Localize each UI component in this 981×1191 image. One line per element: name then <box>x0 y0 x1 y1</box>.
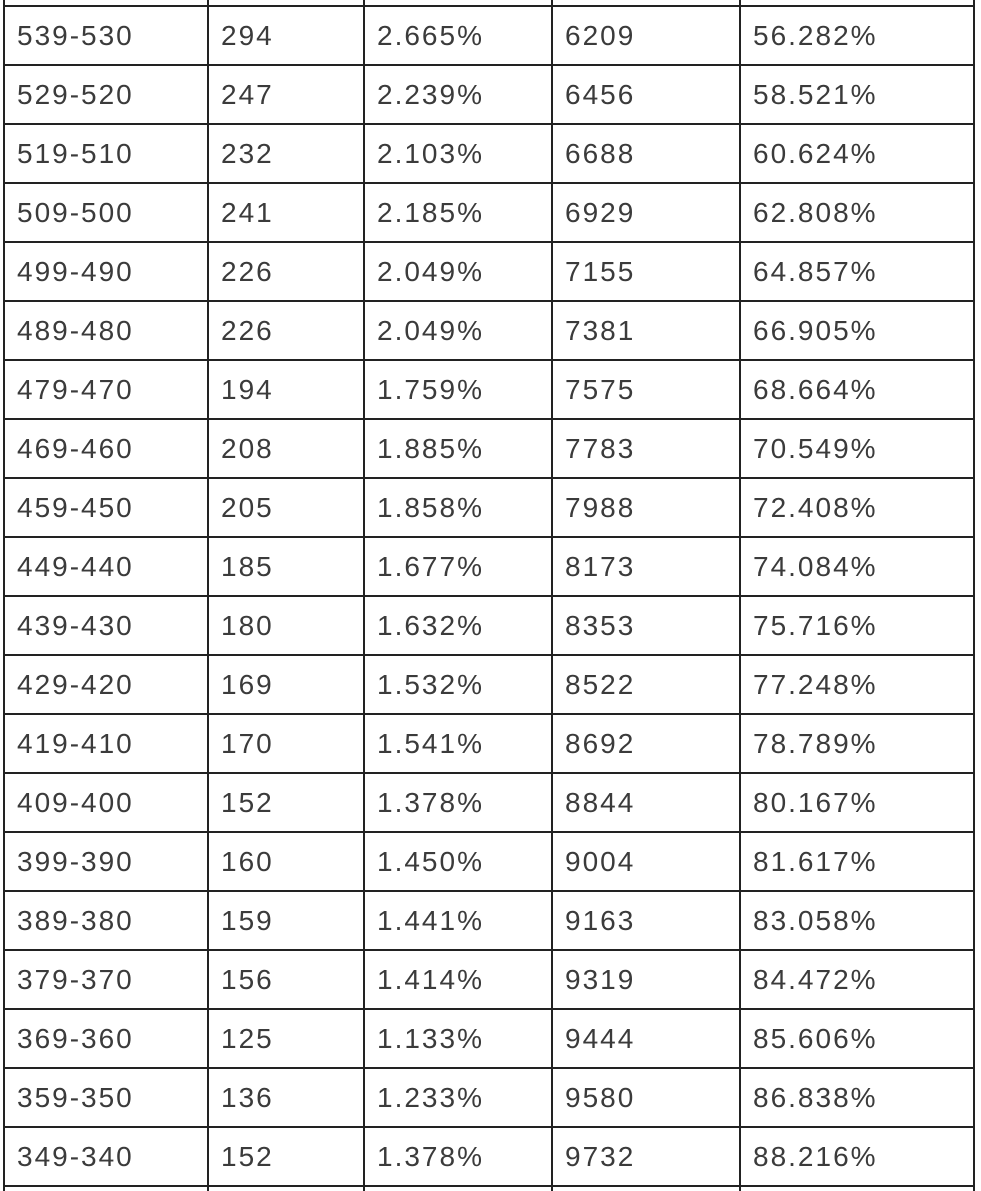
count-cell: 152 <box>208 773 364 832</box>
score-range-cell: 409-400 <box>4 773 208 832</box>
count-cell: 247 <box>208 65 364 124</box>
cumulative-percent-cell: 81.617% <box>740 832 974 891</box>
cumulative-percent-cell <box>740 1186 974 1191</box>
cumulative-count-cell: 6456 <box>552 65 740 124</box>
percent-cell: 1.532% <box>364 655 552 714</box>
cumulative-count-cell: 6929 <box>552 183 740 242</box>
cumulative-percent-cell: 56.282% <box>740 6 974 65</box>
score-range-cell: 379-370 <box>4 950 208 1009</box>
table-row <box>4 891 974 950</box>
count-cell: 180 <box>208 596 364 655</box>
table-row <box>4 950 974 1009</box>
percent-cell: 2.185% <box>364 183 552 242</box>
cumulative-percent-cell: 74.084% <box>740 537 974 596</box>
score-range-cell: 449-440 <box>4 537 208 596</box>
cumulative-count-cell: 9444 <box>552 1009 740 1068</box>
percent-cell: 2.665% <box>364 6 552 65</box>
percent-cell: 2.103% <box>364 124 552 183</box>
cumulative-count-cell: 7381 <box>552 301 740 360</box>
percent-cell: 1.378% <box>364 773 552 832</box>
count-cell: 169 <box>208 655 364 714</box>
cumulative-count-cell: 8522 <box>552 655 740 714</box>
count-cell: 185 <box>208 537 364 596</box>
cumulative-count-cell: 8353 <box>552 596 740 655</box>
score-range-cell: 519-510 <box>4 124 208 183</box>
score-range-cell: 459-450 <box>4 478 208 537</box>
table-row <box>4 124 974 183</box>
table-row <box>4 714 974 773</box>
count-cell <box>208 1186 364 1191</box>
table-row <box>4 183 974 242</box>
percent-cell <box>364 1186 552 1191</box>
score-range-cell: 469-460 <box>4 419 208 478</box>
score-range-cell: 499-490 <box>4 242 208 301</box>
percent-cell: 1.632% <box>364 596 552 655</box>
table-row <box>4 1009 974 1068</box>
cumulative-count-cell: 7155 <box>552 242 740 301</box>
count-cell: 241 <box>208 183 364 242</box>
cumulative-count-cell: 7988 <box>552 478 740 537</box>
table-row <box>4 773 974 832</box>
cumulative-percent-cell: 84.472% <box>740 950 974 1009</box>
cumulative-count-cell: 9732 <box>552 1127 740 1186</box>
table-row <box>4 655 974 714</box>
count-cell: 125 <box>208 1009 364 1068</box>
cumulative-percent-cell: 68.664% <box>740 360 974 419</box>
cumulative-percent-cell: 78.789% <box>740 714 974 773</box>
count-cell: 136 <box>208 1068 364 1127</box>
cumulative-percent-cell: 58.521% <box>740 65 974 124</box>
count-cell: 205 <box>208 478 364 537</box>
cumulative-percent-cell: 60.624% <box>740 124 974 183</box>
percent-cell: 1.541% <box>364 714 552 773</box>
count-cell: 152 <box>208 1127 364 1186</box>
cumulative-count-cell <box>552 1186 740 1191</box>
table-row <box>4 301 974 360</box>
table-row <box>4 360 974 419</box>
score-range-cell: 369-360 <box>4 1009 208 1068</box>
percent-cell: 1.378% <box>364 1127 552 1186</box>
percent-cell: 1.677% <box>364 537 552 596</box>
percent-cell: 2.049% <box>364 301 552 360</box>
table-row <box>4 65 974 124</box>
cumulative-count-cell: 6209 <box>552 6 740 65</box>
table-row <box>4 478 974 537</box>
table-row <box>4 1068 974 1127</box>
percent-cell: 1.450% <box>364 832 552 891</box>
count-cell: 159 <box>208 891 364 950</box>
count-cell: 208 <box>208 419 364 478</box>
table-row-partial-bottom <box>4 1186 974 1191</box>
score-range-cell: 529-520 <box>4 65 208 124</box>
cumulative-count-cell: 9580 <box>552 1068 740 1127</box>
score-range-cell: 539-530 <box>4 6 208 65</box>
cumulative-percent-cell: 88.216% <box>740 1127 974 1186</box>
cumulative-count-cell: 9319 <box>552 950 740 1009</box>
percent-cell: 2.049% <box>364 242 552 301</box>
cumulative-percent-cell: 75.716% <box>740 596 974 655</box>
cumulative-count-cell: 6688 <box>552 124 740 183</box>
cumulative-percent-cell: 85.606% <box>740 1009 974 1068</box>
cumulative-count-cell: 9163 <box>552 891 740 950</box>
cumulative-percent-cell: 80.167% <box>740 773 974 832</box>
score-range-cell: 419-410 <box>4 714 208 773</box>
cumulative-count-cell: 9004 <box>552 832 740 891</box>
cumulative-count-cell: 8173 <box>552 537 740 596</box>
percent-cell: 1.233% <box>364 1068 552 1127</box>
score-distribution-table <box>3 0 975 1191</box>
cumulative-count-cell: 8692 <box>552 714 740 773</box>
count-cell: 156 <box>208 950 364 1009</box>
score-range-cell: 429-420 <box>4 655 208 714</box>
cumulative-percent-cell: 70.549% <box>740 419 974 478</box>
table-row <box>4 596 974 655</box>
percent-cell: 1.885% <box>364 419 552 478</box>
table-row <box>4 242 974 301</box>
cumulative-percent-cell: 83.058% <box>740 891 974 950</box>
cumulative-percent-cell: 77.248% <box>740 655 974 714</box>
percent-cell: 1.414% <box>364 950 552 1009</box>
score-range-cell <box>4 1186 208 1191</box>
cumulative-percent-cell: 86.838% <box>740 1068 974 1127</box>
count-cell: 294 <box>208 6 364 65</box>
table-row <box>4 832 974 891</box>
percent-cell: 1.133% <box>364 1009 552 1068</box>
score-range-cell: 479-470 <box>4 360 208 419</box>
cumulative-count-cell: 7783 <box>552 419 740 478</box>
table-row <box>4 1127 974 1186</box>
count-cell: 194 <box>208 360 364 419</box>
score-range-cell: 439-430 <box>4 596 208 655</box>
cumulative-percent-cell: 64.857% <box>740 242 974 301</box>
score-range-cell: 349-340 <box>4 1127 208 1186</box>
count-cell: 226 <box>208 301 364 360</box>
cumulative-percent-cell: 72.408% <box>740 478 974 537</box>
cumulative-percent-cell: 66.905% <box>740 301 974 360</box>
table-row <box>4 6 974 65</box>
percent-cell: 2.239% <box>364 65 552 124</box>
count-cell: 170 <box>208 714 364 773</box>
score-range-cell: 489-480 <box>4 301 208 360</box>
cumulative-percent-cell: 62.808% <box>740 183 974 242</box>
table-row <box>4 419 974 478</box>
table-body <box>4 0 974 1191</box>
count-cell: 226 <box>208 242 364 301</box>
score-range-cell: 399-390 <box>4 832 208 891</box>
table-row <box>4 537 974 596</box>
count-cell: 232 <box>208 124 364 183</box>
cumulative-count-cell: 7575 <box>552 360 740 419</box>
score-range-cell: 389-380 <box>4 891 208 950</box>
percent-cell: 1.858% <box>364 478 552 537</box>
percent-cell: 1.759% <box>364 360 552 419</box>
score-range-cell: 359-350 <box>4 1068 208 1127</box>
count-cell: 160 <box>208 832 364 891</box>
score-range-cell: 509-500 <box>4 183 208 242</box>
percent-cell: 1.441% <box>364 891 552 950</box>
cumulative-count-cell: 8844 <box>552 773 740 832</box>
